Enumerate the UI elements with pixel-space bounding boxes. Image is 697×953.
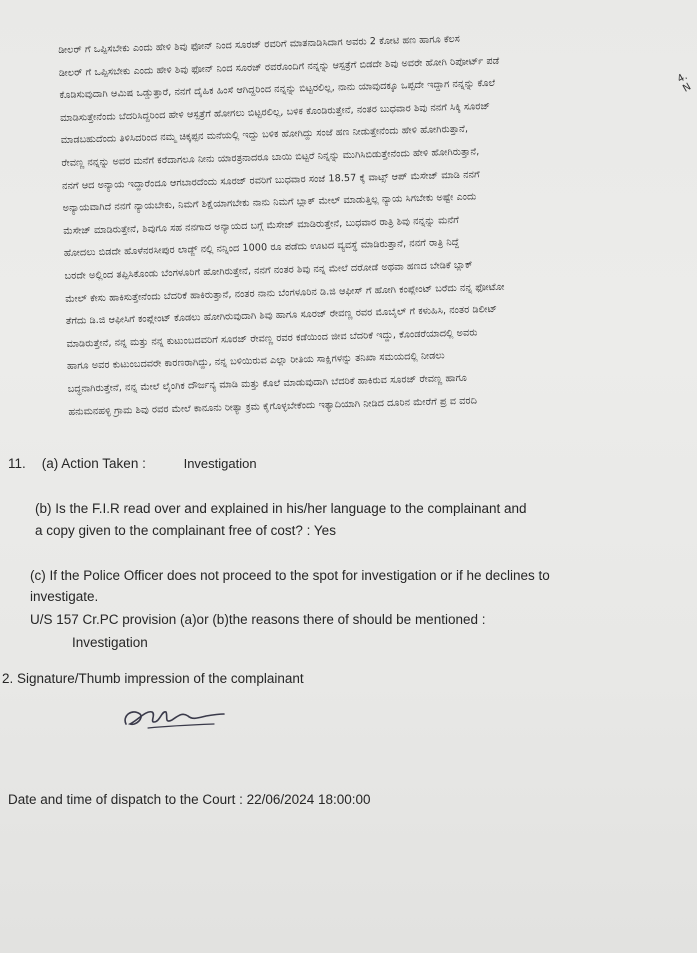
complaint-line: ಹನುಮನಹಳ್ಳಿ ಗ್ರಾಮ ಶಿವು ರವರ ಮೇಲೆ ಕಾನೂನು ರೀತ್ಯಾ ಕ್ರಮ ಕೈಗೊಳ್ಳಬೇಕೆಂದು ಇತ್ಯಾದಿಯಾಗಿ ನೀಡಿದ ದೂರಿನ ಮೇರೆಗೆ ಪ್ರ ವ ವರದಿ: [68, 394, 478, 418]
item-number: 11.: [8, 456, 26, 471]
kannada-complaint-text: [58, 23, 680, 424]
complaint-line: ಬದ್ಧನಾಗಿರುತ್ತೇನೆ, ನನ್ನ ಮೇಲೆ ಲೈಂಗಿಕ ದೌರ್ಜನ್ಯ ಮಾಡಿ ಮತ್ತು ಕೊಲೆ ಮಾಡುವುದಾಗಿ ಬೆದರಿಕೆ ಹಾಕಿರುವ ಸೂರಜ್ ರೇವಣ್ಣ ಹಾಗೂ: [67, 372, 468, 395]
dispatch-date-time: Date and time of dispatch to the Court : 22/06/2024 18:00:00: [8, 792, 371, 807]
complaint-line: ಮೆಸೇಜ್ ಮಾಡಿರುತ್ತೇನೆ, ಶಿವುಗೂ ಸಹ ನನಗಾದ ಅನ್ಯಾಯದ ಬಗ್ಗೆ ಮೆಸೇಜ್ ಮಾಡಿರುತ್ತೇನೆ, ಬುಧವಾರ ರಾತ್ರಿ ಶಿವು ನನ್ನನ್ನು ಮನೆಗೆ: [63, 214, 460, 237]
complaint-line: ಹಾಗೂ ಅವರ ಕುಟುಂಬದವರೇ ಕಾರಣರಾಗಿದ್ದು, ನನ್ನ ಬಳಿಯಿರುವ ಎಲ್ಲಾ ರೀತಿಯ ಸಾಕ್ಷಿಗಳನ್ನು ತನಿಖಾ ಸಮಯದಲ್ಲಿ ನೀಡಲು: [66, 350, 445, 373]
action-taken-value: Investigation: [183, 456, 257, 471]
margin-note: 4. N: [675, 70, 694, 95]
complaint-line: ಮಾಡಬಹುದೆಂದು ತಿಳಿಸಿದರಿಂದ ನಮ್ಮ ಚಿಕ್ಕಪ್ಪನ ಮನೆಯಲ್ಲಿ ಇದ್ದು ಬಳಿಕ ಹೋಗಿದ್ದು ಸಂಜೆ ಹಣ ನೀಡುತ್ತೇನೆಂದು ಹೇಳಿ ಹೋಗಿರುತ್ತಾನೆ,: [60, 123, 469, 147]
fir-read-over-question: (b) Is the F.I.R read over and explained in his/her language to the complainant and: [35, 501, 527, 516]
police-not-proceed-row: [30, 565, 590, 607]
complaint-line: ಮಾಡಿಸುತ್ತೇನೆಂದು ಬೆದರಿಸಿದ್ದರಿಂದ ಹೇಳಿ ಆಸ್ಪತ್ರೆಗೆ ಹೋಗಲು ಬಿಟ್ಟರಲಿಲ್ಲ, ಬಳಿಕ ಕೊಂಡಿರುತ್ತೇನೆ, ನಂತರ ಬುಧವಾರ ಶಿವು ನನಗೆ ಸಿಕ್ಕಿ ಸೂರಜ್: [60, 100, 491, 124]
complaint-line: ಬರದೇ ಅಲ್ಲಿಂದ ತಪ್ಪಿಸಿಕೊಂಡು ಬೆಂಗಳೂರಿಗೆ ಹೋಗಿರುತ್ತೇನೆ, ನನಗೆ ನಂತರ ಶಿವು ನನ್ನ ಮೇಲೆ ದರೋಡೆ ಅಥವಾ ಹಣದ ಬೇಡಿಕೆ ಬ್ಲಾಕ್: [64, 259, 473, 282]
fir-copy-given-answer: a copy given to the complainant free of cost? : Yes: [35, 523, 336, 538]
action-taken-row: [8, 456, 257, 471]
action-taken-label: (a) Action Taken :: [41, 456, 146, 471]
provision-value: Investigation: [72, 635, 148, 650]
investigate-text: investigate.: [30, 589, 99, 604]
complaint-line: ನನಗೆ ಆದ ಅನ್ಯಾಯ ಇದ್ದಾರೆಂದೂ ಆಗಬಾರದೆಂದು ಸೂರಜ್ ರವರಿಗೆ ಬುಧವಾರ ಸಂಜೆ 18.57 ಕ್ಕೆ ವಾಟ್ಸ್ ಆಪ್ ಮೆಸೇಜ್ ಮಾಡಿ ನನಗೆ: [61, 168, 480, 192]
complaint-line: ಡೀಲರ್ ಗೆ ಒಪ್ಪಿಸಬೇಕು ಎಂದು ಹೇಳಿ ಶಿವು ಫೋನ್ ನಿಂದ ಸೂರಜ್ ರವರಿಗೆ ಮಾತನಾಡಿಸಿದಾಗ ಅವರು 2 ಕೋಟಿ ಹಣ ಹಾಗೂ ಕೆಲಸ: [58, 33, 461, 56]
signature-label: 2. Signature/Thumb impression of the complainant: [2, 671, 304, 686]
complaint-line: ಡೀಲರ್ ಗೆ ಒಪ್ಪಿಸಬೇಕು ಎಂದು ಹೇಳಿ ಶಿವು ಫೋನ್ ನಿಂದ ಸೂರಜ್ ರವರೊಂದಿಗೆ ನನ್ನನ್ನು ಆಸ್ಪತ್ರೆಗೆ ಬಿಡದೇ ಶಿವು ಅವರೇ ಹೋಗಿ ರಿಪೋರ್ಟ್ ಪಡೆ: [58, 55, 500, 79]
fir-read-over-row: [35, 498, 595, 542]
complaint-line: ಕೊಡಿಸುವುದಾಗಿ ಆಮಿಷ ಒಡ್ಡುತ್ತಾರೆ, ನನಗೆ ದೈಹಿಕ ಹಿಂಸೆ ಆಗಿದ್ದರಿಂದ ನನ್ನನ್ನು ಬಿಟ್ಟರಲಿಲ್ಲ, ನಾನು ಯಾವುದಕ್ಕೂ ಒಪ್ಪದೇ ಇದ್ದಾಗ ನನ್ನನ್ನು ಕೊಲೆ: [59, 77, 496, 102]
complaint-line: ತೆಗೆದು ಡಿ.ಜಿ ಆಫೀಸಿಗೆ ಕಂಪ್ಲೇಂಟ್ ಕೊಡಲು ಹೋಗಿರುವುದಾಗಿ ಶಿವು ಹಾಗೂ ಸೂರಜ್ ರೇವಣ್ಣ ರವರ ಮೊಬೈಲ್ ಗೆ ಕಳುಹಿಸಿ, ನಂತರ ಡಿಲೀಟ್: [65, 303, 498, 328]
complainant-signature: [118, 700, 228, 736]
complaint-line: ಅನ್ಯಾಯವಾಗಿದೆ ನನಗೆ ನ್ಯಾಯಬೇಕು, ನಿಮಗೆ ಶಿಕ್ಷೆಯಾಗಬೇಕು ನಾನು ನಿಮಗೆ ಬ್ಲಾಕ್ ಮೇಲ್ ಮಾಡುತ್ತಿಲ್ಲ ನ್ಯಾಯ ಸಿಗಬೇಕು ಅಷ್ಟೇ ಎಂದು: [62, 191, 477, 215]
police-not-proceed-question: (c) If the Police Officer does not proceed to the spot for investigation or if he declines to: [30, 568, 550, 583]
complaint-line: ಮೇಲ್ ಕೇಸು ಹಾಕಿಸುತ್ತೇನೆಂದು ಬೆದರಿಕೆ ಹಾಕಿರುತ್ತಾನೆ, ನಂತರ ನಾನು ಬೆಂಗಳೂರಿನ ಡಿ.ಜಿ ಆಫೀಸ್ ಗೆ ಹೋಗಿ ಕಂಪ್ಲೇಂಟ್ ಬರೆದು ನನ್ನ ಫೋಟೋ: [65, 281, 505, 305]
complaint-line: ಹೋದಲು ಬಿಡದೇ ಹೊಳೆನರಸೀಪುರ ಲಾಡ್ಜ್ ನಲ್ಲಿ ನನ್ನಿಂದ 1000 ರೂ ಪಡೆದು ಊಟದ ವ್ಯವಸ್ಥೆ ಮಾಡಿರುತ್ತಾನೆ, ನನಗೆ ರಾತ್ರಿ ನಿದ್ದೆ: [63, 237, 460, 260]
provision-text: U/S 157 Cr.PC provision (a)or (b)the reasons there of should be mentioned :: [30, 612, 486, 627]
complaint-line: ಮಾಡಿರುತ್ತೇನೆ, ನನ್ನ ಮತ್ತು ನನ್ನ ಕುಟುಂಬದವರಿಗೆ ಸೂರಜ್ ರೇವಣ್ಣ ರವರ ಕಡೆಯಿಂದ ಜೀವ ಬೆದರಿಕೆ ಇದ್ದು, ಕೊಂಡರೆಯಾದಲ್ಲಿ ಅವರು: [66, 327, 478, 350]
complaint-line: ರೇವಣ್ಣ ನನ್ನನ್ನು ಅವರ ಮನೆಗೆ ಕರೆದಾಗಲೂ ನೀನು ಯಾರತ್ರನಾದರೂ ಬಾಯಿ ಬಿಟ್ಟರೆ ನಿನ್ನನ್ನು ಮುಗಿಸಿಬಿಡುತ್ತೇನೆಂದು ಹೇಳಿ ಹೋಗಿರುತ್ತಾನೆ,: [61, 146, 480, 169]
